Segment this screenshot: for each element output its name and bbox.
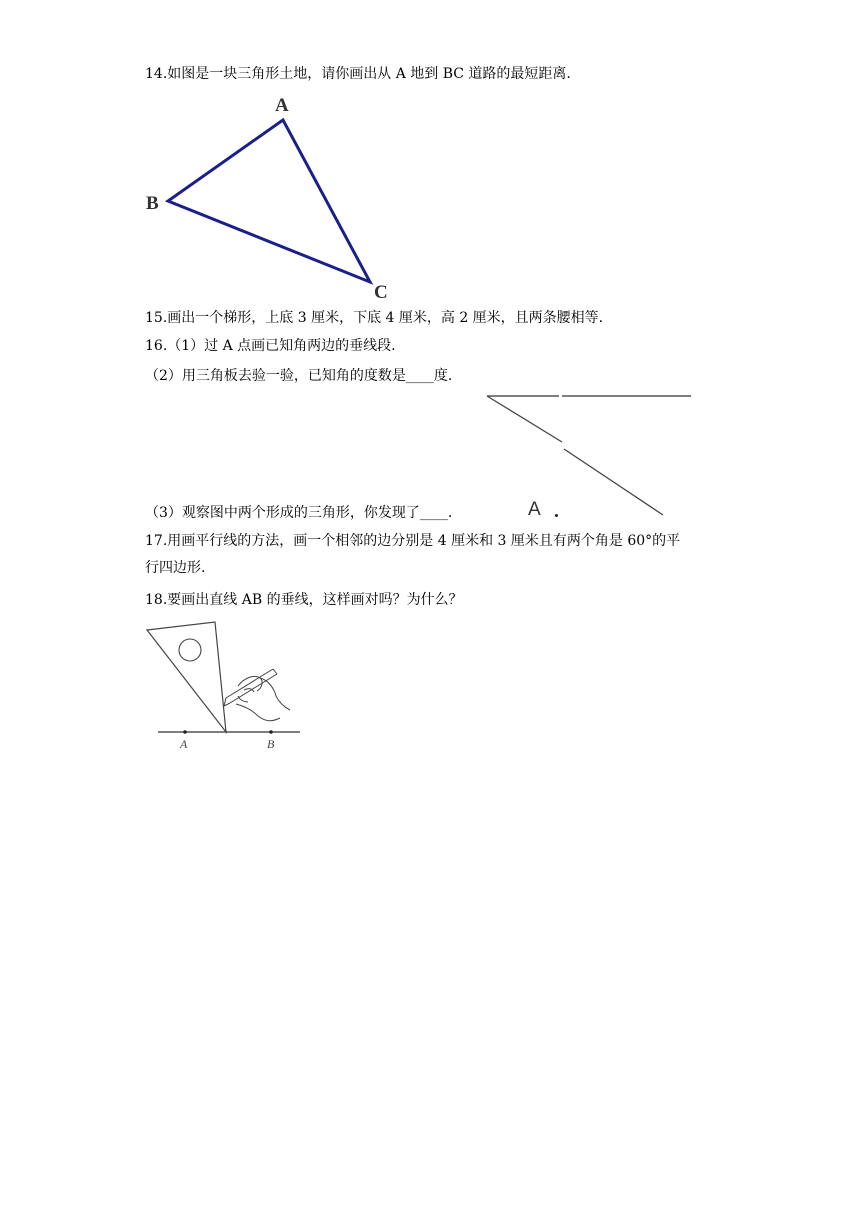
q14-label-b: B bbox=[146, 193, 159, 214]
q18-label-b: B bbox=[267, 737, 275, 751]
q18-set-square-hole bbox=[179, 639, 201, 661]
q17-line2: 行四边形. bbox=[145, 560, 206, 576]
q16-part1: 16.（1）过 A 点画已知角两边的垂线段. bbox=[145, 338, 396, 354]
q14-label-a: A bbox=[275, 95, 289, 116]
q16-point-a-dot bbox=[555, 514, 558, 517]
q14-triangle-figure bbox=[140, 92, 400, 304]
q18-point-a bbox=[183, 730, 187, 734]
q16-part3: （3）观察图中两个形成的三角形，你发现了____. bbox=[145, 505, 453, 521]
q18-text: 18.要画出直线 AB 的垂线，这样画对吗？为什么？ bbox=[145, 592, 463, 608]
q16-part2: （2）用三角板去验一验，已知角的度数是____度. bbox=[145, 368, 453, 384]
q17-line1: 17.用画平行线的方法，画一个相邻的边分别是 4 厘米和 3 厘米且有两个角是 60°的平 bbox=[145, 533, 681, 549]
q18-point-b bbox=[269, 730, 273, 734]
q16-angle-slanted-side-lower bbox=[564, 449, 663, 515]
q18-label-a: A bbox=[180, 737, 188, 751]
q16-angle-slanted-side-upper bbox=[487, 396, 562, 442]
q15-text: 15.画出一个梯形，上底 3 厘米，下底 4 厘米，高 2 厘米，且两条腰相等. bbox=[145, 310, 604, 326]
q14-label-c: C bbox=[374, 282, 388, 303]
pencil-icon bbox=[224, 669, 277, 706]
q16-point-label-a: A bbox=[528, 499, 541, 520]
q16-angle-figure bbox=[480, 386, 700, 522]
q14-text: 14.如图是一块三角形土地，请你画出从 A 地到 BC 道路的最短距离. bbox=[145, 66, 571, 82]
q18-set-square-figure bbox=[140, 618, 310, 752]
q14-triangle bbox=[168, 120, 370, 282]
q18-set-square bbox=[147, 622, 226, 732]
